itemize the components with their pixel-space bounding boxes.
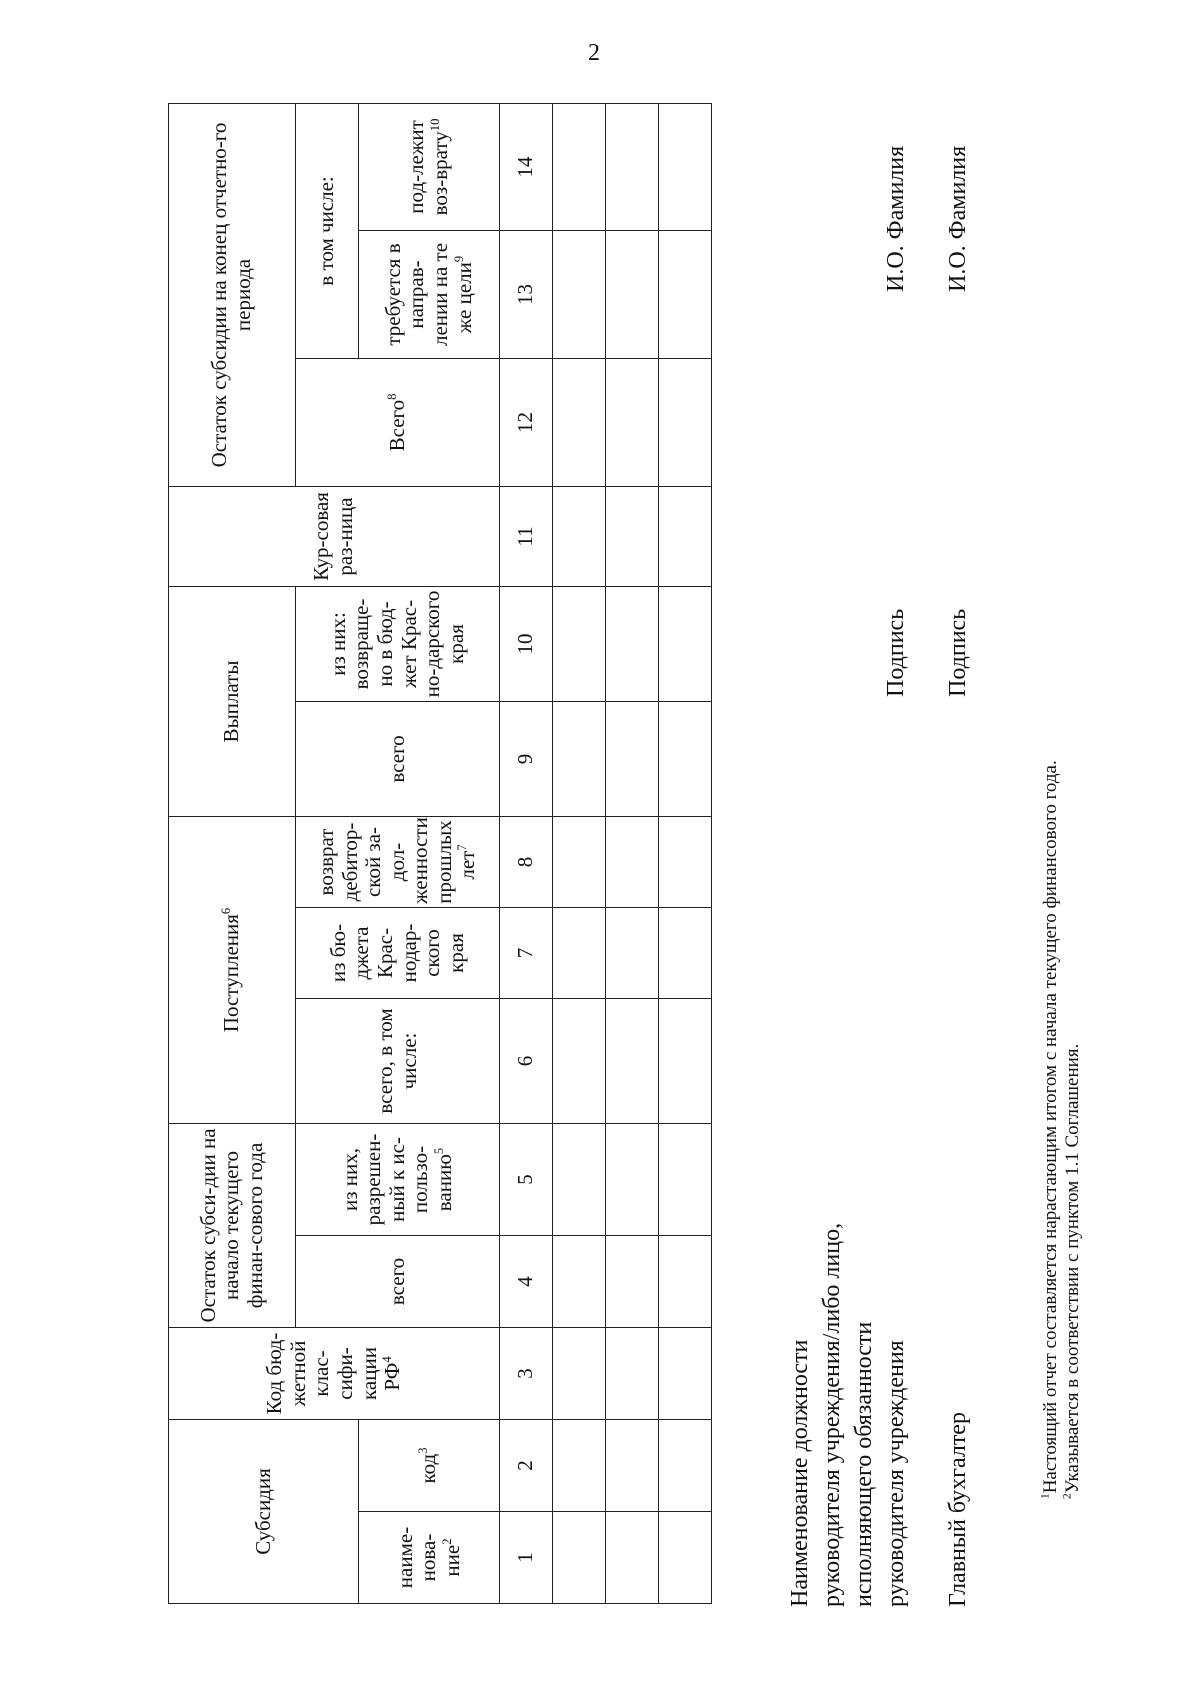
table-cell[interactable] <box>553 816 606 907</box>
table-cell[interactable] <box>553 701 606 816</box>
header-be-required: требуется в направ-лении на те же цели$^9$ <box>359 230 500 358</box>
table-cell[interactable] <box>606 998 659 1123</box>
column-number: 9 <box>500 701 553 816</box>
head-signature[interactable]: Подпись <box>883 608 909 697</box>
column-number: 4 <box>500 1235 553 1327</box>
header-p-total: всего <box>296 701 500 816</box>
table-cell[interactable] <box>606 816 659 907</box>
table-cell[interactable] <box>659 230 712 358</box>
table-cell[interactable] <box>553 998 606 1123</box>
table-cell[interactable] <box>659 816 712 907</box>
footnote-2: $^2$Указывается в соответствии с пунктом 1.1 Соглашения. <box>1061 1043 1083 1499</box>
table-cell[interactable] <box>553 103 606 230</box>
table-cell[interactable] <box>659 103 712 230</box>
table-cell[interactable] <box>659 358 712 486</box>
table-cell[interactable] <box>659 1419 712 1511</box>
header-r-total: всего, в том числе: <box>296 998 500 1123</box>
table-cell[interactable] <box>659 1512 712 1604</box>
header-be-total: Всего$^8$ <box>296 358 500 486</box>
table-row <box>659 103 712 1603</box>
table-row <box>606 103 659 1603</box>
table-cell[interactable] <box>553 1123 606 1235</box>
header-payments: Выплаты <box>169 586 296 816</box>
table-cell[interactable] <box>553 358 606 486</box>
header-be-refund: под-лежит воз-врату$^{10}$ <box>359 103 500 230</box>
header-bs-allowed: из них, разрешен-ный к ис-пользо-ванию$^5$ <box>296 1123 500 1235</box>
header-balance-start: Остаток субси-дии на начало текущего финан-сового года <box>169 1123 296 1327</box>
table-cell[interactable] <box>659 486 712 586</box>
table-cell[interactable] <box>553 230 606 358</box>
table-cell[interactable] <box>659 701 712 816</box>
table-cell[interactable] <box>606 1419 659 1511</box>
table-cell[interactable] <box>606 230 659 358</box>
column-number: 1 <box>500 1512 553 1604</box>
table-cell[interactable] <box>606 103 659 230</box>
header-code: код$^3$ <box>359 1419 500 1511</box>
table-cell[interactable] <box>553 1327 606 1419</box>
header-bs-total: всего <box>296 1235 500 1327</box>
header-exchange-diff: Кур-совая раз-ница <box>169 486 500 586</box>
table-cell[interactable] <box>553 1235 606 1327</box>
table-cell[interactable] <box>659 1235 712 1327</box>
table-cell[interactable] <box>553 586 606 701</box>
header-balance-end: Остаток субсидии на конец отчетно-го периода <box>169 103 296 486</box>
accountant-signature[interactable]: Подпись <box>945 608 971 697</box>
table-cell[interactable] <box>606 1235 659 1327</box>
head-title: Наименование должности руководителя учреждения/либо лицо, исполняющего обязанности руководителя учреждения <box>787 1222 909 1607</box>
table-row <box>553 103 606 1603</box>
accountant-title: Главный бухгалтер <box>945 1412 971 1607</box>
column-number: 5 <box>500 1123 553 1235</box>
column-number: 10 <box>500 586 553 701</box>
table-cell[interactable] <box>659 586 712 701</box>
head-name: И.О. Фамилия <box>883 145 909 292</box>
column-number: 14 <box>500 103 553 230</box>
table-cell[interactable] <box>659 1327 712 1419</box>
column-number: 11 <box>500 486 553 586</box>
table-cell[interactable] <box>659 1123 712 1235</box>
header-subsidy: Субсидия <box>169 1419 359 1603</box>
header-r-budget: из бю-джета Крас-нодар-ского края <box>296 907 500 998</box>
table-cell[interactable] <box>606 486 659 586</box>
table-cell[interactable] <box>606 1123 659 1235</box>
table-cell[interactable] <box>606 907 659 998</box>
column-numbers-row <box>500 103 553 1603</box>
column-number: 12 <box>500 358 553 486</box>
table-cell[interactable] <box>606 586 659 701</box>
column-number: 6 <box>500 998 553 1123</box>
table-cell[interactable] <box>606 1512 659 1604</box>
page-number: 2 <box>588 40 600 66</box>
header-p-returned: из них: возвраще-но в бюд-жет Крас-но-дарского края <box>296 586 500 701</box>
header-budget-code: Код бюд-жетной клас-сифи-кации $РФ^4$ <box>169 1327 500 1419</box>
header-r-return: возврат дебитор-ской за-дол-женности прошлых лет$^7$ <box>296 816 500 907</box>
header-receipts: Поступления$^6$ <box>169 816 296 1123</box>
table-cell[interactable] <box>606 358 659 486</box>
table-cell[interactable] <box>606 701 659 816</box>
column-number: 8 <box>500 816 553 907</box>
table-cell[interactable] <box>553 907 606 998</box>
report-table <box>168 103 712 1604</box>
table-cell[interactable] <box>659 998 712 1123</box>
table-cell[interactable] <box>553 1419 606 1511</box>
header-be-incl: в том числе: <box>296 103 359 358</box>
column-number: 13 <box>500 230 553 358</box>
table-cell[interactable] <box>553 1512 606 1604</box>
table-cell[interactable] <box>553 486 606 586</box>
accountant-name: И.О. Фамилия <box>945 145 971 292</box>
table-cell[interactable] <box>659 907 712 998</box>
footnote-1: $^1$Настоящий отчет составляется нарастающим итогом с начала текущего финансового года. <box>1039 760 1061 1499</box>
column-number: 3 <box>500 1327 553 1419</box>
column-number: 2 <box>500 1419 553 1511</box>
table-cell[interactable] <box>606 1327 659 1419</box>
column-number: 7 <box>500 907 553 998</box>
header-name: наиме-нова-ние$^2$ <box>359 1512 500 1604</box>
